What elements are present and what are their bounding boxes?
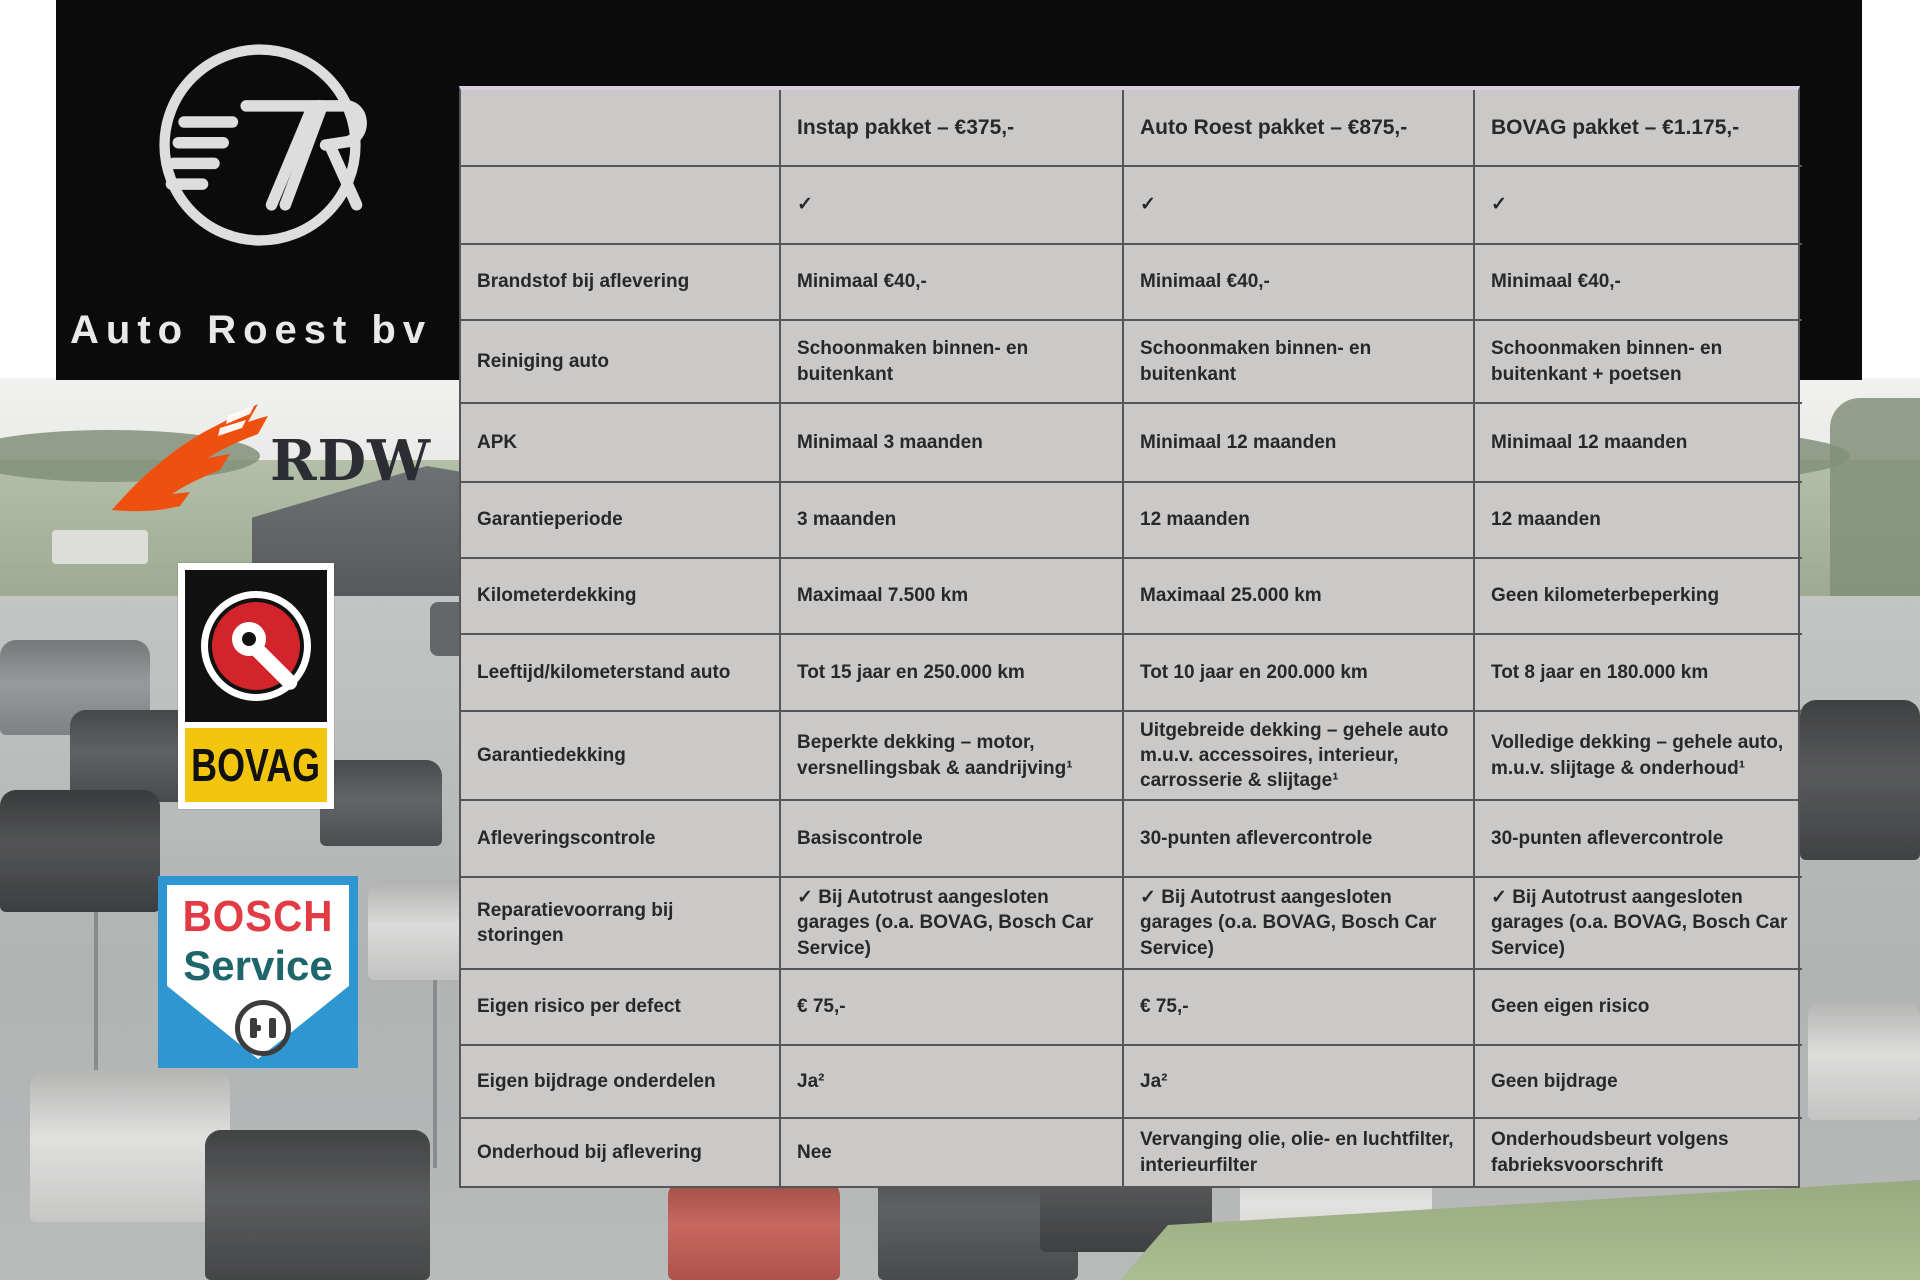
bosch-service-logo [158, 876, 358, 1068]
bovag-wordmark: BOVAG [191, 739, 321, 791]
feature-value-cell: Geen kilometerbeperking [1475, 559, 1802, 635]
package-column-header: BOVAG pakket – €1.175,- [1475, 90, 1802, 167]
feature-value-cell: Basiscontrole [781, 801, 1124, 878]
feature-value-cell: Onderhoudsbeurt volgens fabrieksvoorschrift [1491, 1129, 1729, 1176]
feature-value-cell: 12 maanden [1475, 483, 1802, 559]
feature-value-cell: Geen eigen risico [1475, 970, 1802, 1046]
auto-roest-logo [70, 8, 450, 376]
comparison-table [459, 86, 1800, 1188]
bovag-emblem [185, 570, 327, 722]
package-column-header: Auto Roest pakket – €875,- [1124, 90, 1475, 167]
bovag-logo [178, 563, 334, 809]
feature-value-cell: 12 maanden [1124, 483, 1475, 559]
feature-label-cell: Leeftijd/kilometerstand auto [461, 635, 781, 712]
feature-value-cell: 3 maanden [781, 483, 1124, 559]
feature-value-cell: Maximaal 25.000 km [1124, 559, 1475, 635]
feature-value-cell: ✓ [1475, 167, 1802, 245]
feature-label-cell: Onderhoud bij aflevering [461, 1119, 781, 1186]
table-corner-cell [461, 90, 781, 167]
rdw-wing-icon [108, 398, 278, 518]
feature-value-cell: Minimaal €40,- [1475, 245, 1802, 321]
feature-value-cell: Schoonmaken binnen- en buitenkant [781, 321, 1124, 404]
feature-label-cell: Eigen risico per defect [461, 970, 781, 1046]
feature-value-cell: Ja² [1124, 1046, 1475, 1119]
feature-value-cell: ✓ Bij Autotrust aangesloten garages (o.a. BOVAG, Bosch Car Service) [1124, 878, 1475, 970]
feature-value-cell: 30-punten aflevercontrole [1124, 801, 1475, 878]
brand-name: Auto Roest bv [70, 308, 433, 352]
feature-value-cell: Volledige dekking – gehele auto, m.u.v. slijtage & onderhoud¹ [1475, 712, 1802, 801]
feature-label-cell: Brandstof bij aflevering [461, 245, 781, 321]
feature-value-cell: Minimaal 3 maanden [781, 404, 1124, 483]
bosch-service-wordmark: Service [183, 942, 333, 989]
feature-value-cell: ✓ [1124, 167, 1475, 245]
feature-value-cell: Beperkte dekking – motor, versnellingsbak & aandrijving¹ [781, 712, 1124, 801]
feature-value-cell: Minimaal 12 maanden [1475, 404, 1802, 483]
feature-label-cell: Garantiedekking [461, 712, 781, 801]
feature-value-cell: Tot 8 jaar en 180.000 km [1475, 635, 1802, 712]
package-column-header: Instap pakket – €375,- [781, 90, 1124, 167]
feature-label-cell: Kilometerdekking [461, 559, 781, 635]
feature-value-cell: Ja² [781, 1046, 1124, 1119]
feature-value-cell: Minimaal €40,- [781, 245, 1124, 321]
feature-label-cell: Reparatievoorrang bij storingen [461, 878, 781, 970]
feature-value-cell: Schoonmaken binnen- en buitenkant [1124, 321, 1475, 404]
bovag-wrench-dot-icon [242, 632, 256, 646]
feature-value-cell: 30-punten aflevercontrole [1475, 801, 1802, 878]
feature-label-cell: Garantieperiode [461, 483, 781, 559]
bovag-banner [185, 728, 327, 802]
auto-roest-monogram-icon [145, 30, 375, 260]
feature-label-cell: Eigen bijdrage onderdelen [461, 1046, 781, 1119]
feature-value-cell: ✓ [781, 167, 1124, 245]
feature-value-cell: ✓ Bij Autotrust aangesloten garages (o.a. BOVAG, Bosch Car Service) [781, 878, 1124, 970]
feature-value-cell: Tot 15 jaar en 250.000 km [781, 635, 1124, 712]
rdw-logo [108, 398, 431, 528]
feature-label-cell: Afleveringscontrole [461, 801, 781, 878]
feature-value-cell: Geen bijdrage [1475, 1046, 1802, 1119]
bosch-anchor-icon [235, 1000, 291, 1056]
feature-label-cell: APK [461, 404, 781, 483]
feature-value-cell: ✓ Bij Autotrust aangesloten garages (o.a. BOVAG, Bosch Car Service) [1475, 878, 1802, 970]
feature-value-cell: Maximaal 7.500 km [781, 559, 1124, 635]
feature-label-cell [461, 167, 781, 245]
feature-value-cell: € 75,- [1124, 970, 1475, 1046]
feature-value-cell: Minimaal 12 maanden [1124, 404, 1475, 483]
bovag-wrench-head-icon [232, 622, 266, 656]
feature-value-cell: Schoonmaken binnen- en buitenkant + poetsen [1475, 321, 1802, 404]
feature-value-cell: Nee [781, 1119, 1124, 1186]
rdw-wordmark: RDW [270, 428, 431, 494]
feature-value-cell: Uitgebreide dekking – gehele auto m.u.v. accessoires, interieur, carrosserie & slijtage¹ [1124, 712, 1475, 801]
feature-label-cell: Reiniging auto [461, 321, 781, 404]
feature-value-cell: € 75,- [781, 970, 1124, 1046]
feature-value-cell: Vervanging olie, olie- en luchtfilter, interieurfilter [1124, 1119, 1475, 1186]
bosch-wordmark: BOSCH [182, 892, 334, 941]
feature-value-cell: Tot 10 jaar en 200.000 km [1124, 635, 1475, 712]
feature-value-cell: Minimaal €40,- [1124, 245, 1475, 321]
